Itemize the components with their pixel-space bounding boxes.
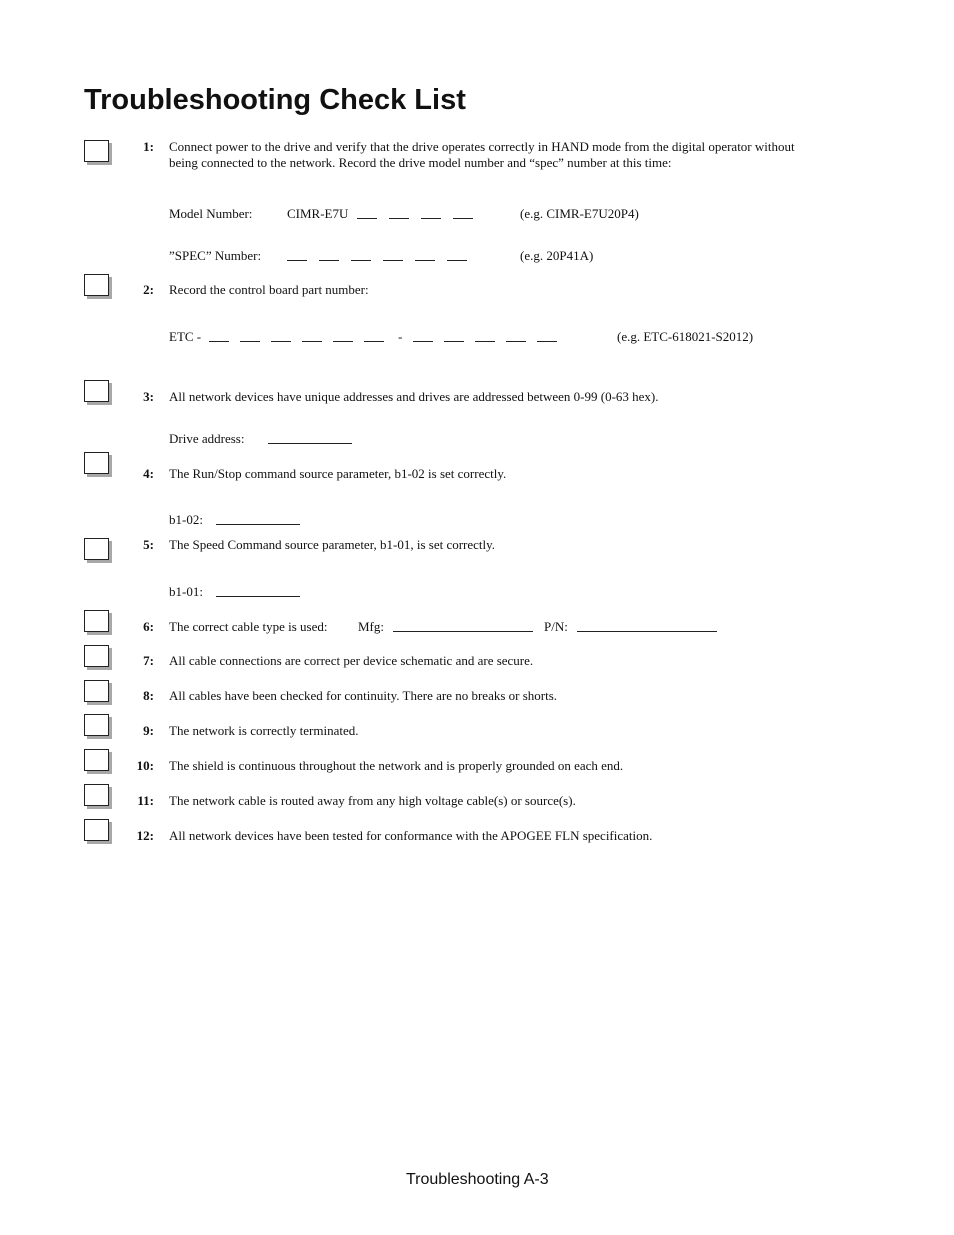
item-text: All network devices have unique addresses and drives are addressed between 0-99 (0-63 hex). — [169, 389, 659, 404]
b1-02-label: b1-02: — [169, 512, 203, 527]
drive-address-label: Drive address: — [169, 431, 245, 446]
item-text-continued: being connected to the network. Record the drive model number and “spec” number at this time: — [169, 155, 672, 170]
checkbox-item-8[interactable] — [84, 680, 109, 702]
b1-01-label: b1-01: — [169, 584, 203, 599]
checkbox-item-4[interactable] — [84, 452, 109, 474]
etc-part-example: (e.g. ETC-618021-S2012) — [617, 329, 754, 344]
b1-02-field[interactable] — [216, 512, 300, 529]
cable-mfg-label: Mfg: — [358, 619, 384, 634]
model-number-prefix: CIMR-E7U — [287, 206, 349, 221]
item-number: 11: — [137, 793, 154, 808]
item-text: The correct cable type is used: — [169, 619, 328, 634]
spec-number-blanks[interactable] — [287, 248, 467, 265]
page-title: Troubleshooting Check List — [84, 84, 466, 116]
item-number: 6: — [143, 619, 154, 634]
item-text: The Speed Command source parameter, b1-01, is set correctly. — [169, 537, 496, 552]
item-text: Connect power to the drive and verify that the drive operates correctly in HAND mode from the digital operator without — [169, 139, 795, 154]
model-number-blanks[interactable] — [357, 206, 473, 223]
checkbox-item-6[interactable] — [84, 610, 109, 632]
item-number: 5: — [143, 537, 154, 552]
etc-part-prefix: ETC - — [169, 329, 202, 344]
item-number: 8: — [143, 688, 154, 703]
drive-address-field[interactable] — [268, 431, 352, 448]
b1-01-field[interactable] — [216, 584, 300, 601]
item-text: The network is correctly terminated. — [169, 723, 359, 738]
checkbox-item-12[interactable] — [84, 819, 109, 841]
item-text: The Run/Stop command source parameter, b1-02 is set correctly. — [169, 466, 507, 481]
item-number: 9: — [143, 723, 154, 738]
checkbox-item-1[interactable] — [84, 140, 109, 162]
item-number: 1: — [143, 139, 154, 154]
item-number: 3: — [143, 389, 154, 404]
checkbox-item-5[interactable] — [84, 538, 109, 560]
item-number: 7: — [143, 653, 154, 668]
item-text: The shield is continuous throughout the network and is properly grounded on each end. — [169, 758, 624, 773]
model-number-example: (e.g. CIMR-E7U20P4) — [520, 206, 639, 221]
checkbox-item-3[interactable] — [84, 380, 109, 402]
item-text: The network cable is routed away from any high voltage cable(s) or source(s). — [169, 793, 576, 808]
cable-pn-field[interactable] — [577, 619, 717, 636]
spec-number-label: ”SPEC” Number: — [169, 248, 262, 263]
item-number: 2: — [143, 282, 154, 297]
etc-part-blanks-1[interactable] — [209, 329, 384, 346]
cable-mfg-field[interactable] — [393, 619, 533, 636]
checkbox-item-10[interactable] — [84, 749, 109, 771]
spec-number-example: (e.g. 20P41A) — [520, 248, 594, 263]
item-text: All network devices have been tested for conformance with the APOGEE FLN specification. — [169, 828, 653, 843]
item-number: 4: — [143, 466, 154, 481]
model-number-label: Model Number: — [169, 206, 253, 221]
etc-part-blanks-2[interactable] — [413, 329, 557, 346]
item-number: 12: — [136, 828, 154, 843]
item-text: Record the control board part number: — [169, 282, 369, 297]
checkbox-item-7[interactable] — [84, 645, 109, 667]
etc-part-dash: - — [398, 329, 403, 344]
checkbox-item-2[interactable] — [84, 274, 109, 296]
item-text: All cable connections are correct per device schematic and are secure. — [169, 653, 534, 668]
item-number: 10: — [136, 758, 154, 773]
cable-pn-label: P/N: — [544, 619, 568, 634]
item-text: All cables have been checked for continuity. There are no breaks or shorts. — [169, 688, 558, 703]
checkbox-item-9[interactable] — [84, 714, 109, 736]
page-footer: Troubleshooting A-3 — [406, 1171, 549, 1188]
checkbox-item-11[interactable] — [84, 784, 109, 806]
